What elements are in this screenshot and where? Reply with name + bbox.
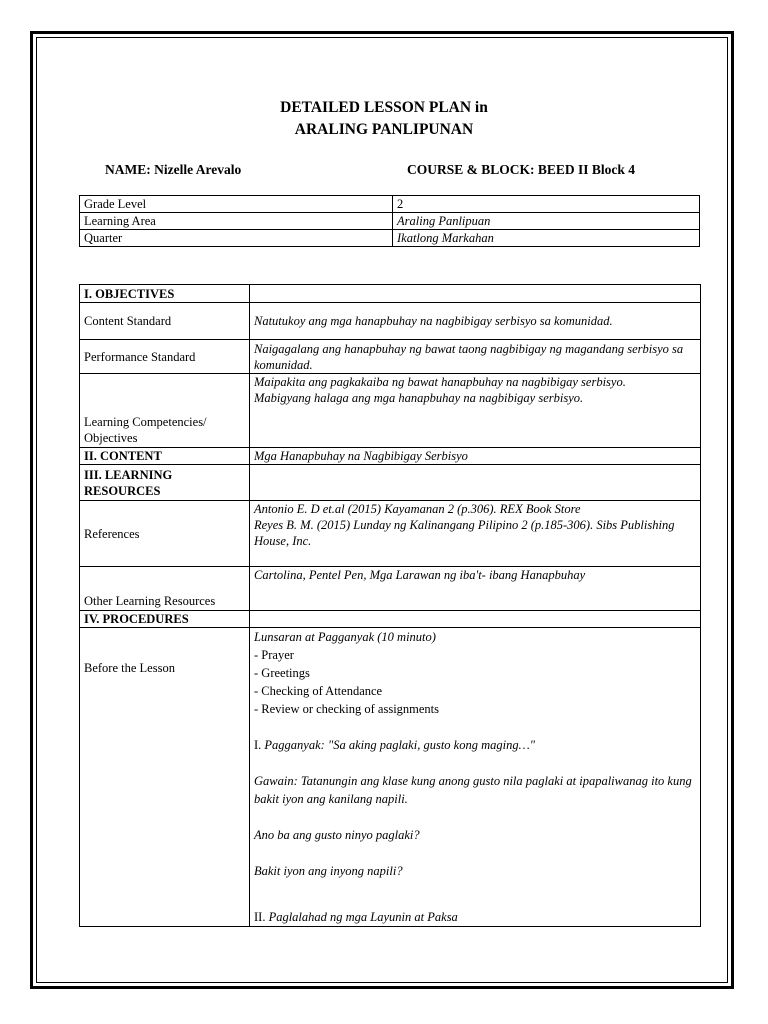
- spacer: [254, 718, 696, 736]
- spacer: [254, 808, 696, 826]
- content-standard-value: Natutukoy ang mga hanapbuhay na nagbibigay serbisyo sa komunidad.: [250, 303, 701, 340]
- grade-level-value: 2: [393, 196, 700, 213]
- paglalahad-text: Paglalahad ng mga Layunin at Paksa: [268, 910, 458, 924]
- table-row: [80, 465, 701, 501]
- table-row: [80, 340, 701, 374]
- procedure-item: - Review or checking of assignments: [254, 702, 440, 716]
- table-row: [80, 628, 701, 927]
- spacer: [254, 880, 696, 898]
- performance-standard-value: Naigagalang ang hanapbuhay ng bawat taong nagbibigay ng magandang serbisyo sa komunidad.: [250, 340, 701, 374]
- table-row: [80, 374, 701, 448]
- competencies-value: [250, 374, 701, 448]
- procedure-item: - Checking of Attendance: [254, 684, 383, 698]
- table-row: [80, 567, 701, 611]
- table-row: [80, 196, 700, 213]
- procedures-heading: IV. PROCEDURES: [80, 611, 250, 628]
- document-title-line1: DETAILED LESSON PLAN in: [280, 99, 488, 116]
- content-heading: II. CONTENT: [80, 448, 250, 465]
- procedure-item: - Prayer: [254, 648, 294, 662]
- procedure-item: - Greetings: [254, 666, 310, 680]
- course-block: COURSE & BLOCK: BEED II Block 4: [407, 162, 636, 177]
- table-row: [80, 448, 701, 465]
- spacer: [254, 844, 696, 862]
- lesson-plan-table: [79, 284, 701, 927]
- quarter-label: Quarter: [80, 230, 393, 247]
- document-title-line2: ARALING PANLIPUNAN: [294, 121, 474, 138]
- learning-area-label: Learning Area: [80, 213, 393, 230]
- other-resources-value: Cartolina, Pentel Pen, Mga Larawan ng iba't- ibang Hanapbuhay: [250, 567, 701, 611]
- resources-heading-blank: [250, 465, 701, 501]
- question-item: Ano ba ang gusto ninyo paglaki?: [254, 828, 420, 842]
- reference-item: Reyes B. M. (2015) Lunday ng Kalinangang Pilipino 2 (p.185-306). Sibs Publishing House, Inc.: [254, 518, 675, 548]
- content-value: Mga Hanapbuhay na Nagbibigay Serbisyo: [250, 448, 701, 465]
- pagganyak-text: Pagganyak: "Sa aking paglaki, gusto kong maging…": [264, 738, 535, 752]
- competency-item: Maipakita ang pagkakaiba ng bawat hanapbuhay na nagbibigay serbisyo.: [254, 375, 626, 389]
- performance-standard-label: Performance Standard: [80, 340, 250, 374]
- content-standard-label: Content Standard: [80, 303, 250, 340]
- references-label: References: [80, 501, 250, 567]
- references-value: [250, 501, 701, 567]
- objectives-heading-blank: [250, 285, 701, 303]
- spacer: [254, 898, 696, 908]
- quarter-value: Ikatlong Markahan: [393, 230, 700, 247]
- table-row: [80, 285, 701, 303]
- table-row: [80, 213, 700, 230]
- info-table: [79, 195, 700, 247]
- learning-area-value: Araling Panlipuan: [393, 213, 700, 230]
- spacer: [254, 754, 696, 772]
- before-lesson-value: [250, 628, 701, 927]
- gawain-text: Gawain: Tatanungin ang klase kung anong gusto nila paglaki at ipapaliwanag ito kung bakit iyon ang kanilang napili.: [254, 774, 692, 806]
- student-name: NAME: Nizelle Arevalo: [105, 162, 242, 177]
- reference-item: Antonio E. D et.al (2015) Kayamanan 2 (p.306). REX Book Store: [254, 502, 581, 516]
- objectives-heading: I. OBJECTIVES: [80, 285, 250, 303]
- grade-level-label: Grade Level: [80, 196, 393, 213]
- question-item: Bakit iyon ang inyong napili?: [254, 864, 403, 878]
- table-row: [80, 501, 701, 567]
- competencies-label: Learning Competencies/ Objectives: [80, 374, 250, 448]
- procedures-heading-blank: [250, 611, 701, 628]
- table-row: [80, 611, 701, 628]
- table-row: [80, 230, 700, 247]
- lunsaran-text: Lunsaran at Pagganyak (10 minuto): [254, 630, 436, 644]
- paglalahad-prefix: II.: [254, 910, 269, 924]
- table-row: [80, 303, 701, 340]
- other-resources-label: Other Learning Resources: [80, 567, 250, 611]
- resources-heading: III. LEARNING RESOURCES: [80, 465, 250, 501]
- paglalahad-line: [254, 908, 696, 926]
- pagganyak-line: [254, 736, 696, 754]
- pagganyak-prefix: I.: [254, 738, 265, 752]
- competency-item: Mabigyang halaga ang mga hanapbuhay na nagbibigay serbisyo.: [254, 391, 584, 405]
- before-lesson-label: Before the Lesson: [80, 628, 250, 927]
